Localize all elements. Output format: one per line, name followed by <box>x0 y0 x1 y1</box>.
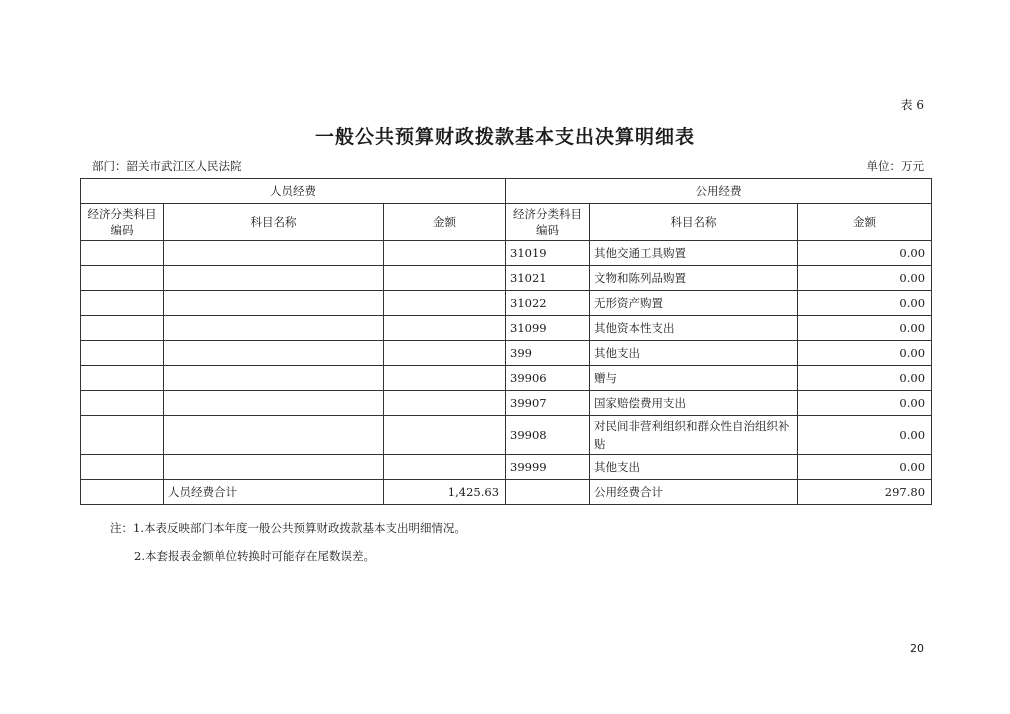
personnel-name-cell <box>164 316 384 341</box>
personnel-code-cell <box>81 291 164 316</box>
public-code-cell: 39907 <box>506 391 590 416</box>
page-title: 一般公共预算财政拨款基本支出决算明细表 <box>314 126 695 148</box>
public-name-cell: 赠与 <box>590 366 798 391</box>
column-header-amount: 金额 <box>798 204 932 241</box>
personnel-total-amount: 1,425.63 <box>384 480 506 505</box>
column-header-subject-name: 科目名称 <box>164 204 384 241</box>
public-code-cell: 31099 <box>506 316 590 341</box>
column-header-subject-name: 科目名称 <box>590 204 798 241</box>
public-code-cell: 31019 <box>506 241 590 266</box>
personnel-name-cell <box>164 341 384 366</box>
public-total-label: 公用经费合计 <box>590 480 798 505</box>
public-amount-cell: 0.00 <box>798 391 932 416</box>
public-code-cell: 31021 <box>506 266 590 291</box>
public-name-cell: 国家赔偿费用支出 <box>590 391 798 416</box>
personnel-amount-cell <box>384 366 506 391</box>
note-1: 注：1.本表反映部门本年度一般公共预算财政拨款基本支出明细情况。 <box>110 521 466 535</box>
personnel-code-cell <box>81 266 164 291</box>
public-code-cell: 39906 <box>506 366 590 391</box>
personnel-amount-cell <box>384 341 506 366</box>
personnel-amount-cell <box>384 241 506 266</box>
personnel-name-cell <box>164 241 384 266</box>
personnel-name-cell <box>164 455 384 480</box>
totals-row <box>81 480 932 505</box>
table-row <box>81 316 932 341</box>
personnel-code-cell <box>81 366 164 391</box>
public-code-cell: 399 <box>506 341 590 366</box>
public-amount-cell: 0.00 <box>798 241 932 266</box>
table-row <box>81 391 932 416</box>
personnel-amount-cell <box>384 455 506 480</box>
personnel-name-cell <box>164 416 384 455</box>
notes <box>80 514 466 570</box>
unit-label: 单位：万元 <box>866 159 924 173</box>
personnel-amount-cell <box>384 416 506 455</box>
column-header-econ-code: 经济分类科目编码 <box>81 204 164 241</box>
public-name-cell: 无形资产购置 <box>590 291 798 316</box>
public-amount-cell: 0.00 <box>798 341 932 366</box>
public-code-cell: 31022 <box>506 291 590 316</box>
page-number: 20 <box>910 642 924 655</box>
column-header-econ-code: 经济分类科目编码 <box>506 204 590 241</box>
public-code-cell: 39999 <box>506 455 590 480</box>
table-row <box>81 455 932 480</box>
public-amount-cell: 0.00 <box>798 366 932 391</box>
personnel-name-cell <box>164 266 384 291</box>
public-amount-cell: 0.00 <box>798 455 932 480</box>
public-name-cell: 其他支出 <box>590 455 798 480</box>
group-header-personnel: 人员经费 <box>81 179 506 204</box>
personnel-amount-cell <box>384 266 506 291</box>
public-amount-cell: 0.00 <box>798 291 932 316</box>
personnel-name-cell <box>164 291 384 316</box>
table-row <box>81 366 932 391</box>
personnel-code-cell <box>81 241 164 266</box>
table-row <box>81 241 932 266</box>
personnel-code-cell <box>81 416 164 455</box>
table-row <box>81 266 932 291</box>
column-header-amount: 金额 <box>384 204 506 241</box>
totals-empty-cell <box>506 480 590 505</box>
table-row <box>81 291 932 316</box>
public-name-cell: 其他支出 <box>590 341 798 366</box>
public-amount-cell: 0.00 <box>798 416 932 455</box>
personnel-amount-cell <box>384 391 506 416</box>
note-2: 2.本套报表金额单位转换时可能存在尾数误差。 <box>134 549 375 563</box>
personnel-amount-cell <box>384 316 506 341</box>
table-number: 表 6 <box>900 98 924 112</box>
personnel-total-label: 人员经费合计 <box>164 480 384 505</box>
public-amount-cell: 0.00 <box>798 316 932 341</box>
totals-empty-cell <box>81 480 164 505</box>
column-header-row <box>81 204 932 241</box>
public-name-cell: 其他资本性支出 <box>590 316 798 341</box>
personnel-code-cell <box>81 341 164 366</box>
table-row <box>81 341 932 366</box>
public-name-cell: 其他交通工具购置 <box>590 241 798 266</box>
personnel-code-cell <box>81 455 164 480</box>
personnel-amount-cell <box>384 291 506 316</box>
personnel-name-cell <box>164 391 384 416</box>
table-row <box>81 416 932 455</box>
department-label: 部门：韶关市武江区人民法院 <box>92 159 242 173</box>
public-amount-cell: 0.00 <box>798 266 932 291</box>
personnel-code-cell <box>81 391 164 416</box>
public-name-cell: 文物和陈列品购置 <box>590 266 798 291</box>
personnel-code-cell <box>81 316 164 341</box>
group-header-row <box>81 179 932 204</box>
group-header-public: 公用经费 <box>506 179 932 204</box>
public-name-cell: 对民间非营利组织和群众性自治组织补贴 <box>590 416 798 455</box>
public-total-amount: 297.80 <box>798 480 932 505</box>
expenditure-table <box>80 178 932 505</box>
personnel-name-cell <box>164 366 384 391</box>
public-code-cell: 39908 <box>506 416 590 455</box>
